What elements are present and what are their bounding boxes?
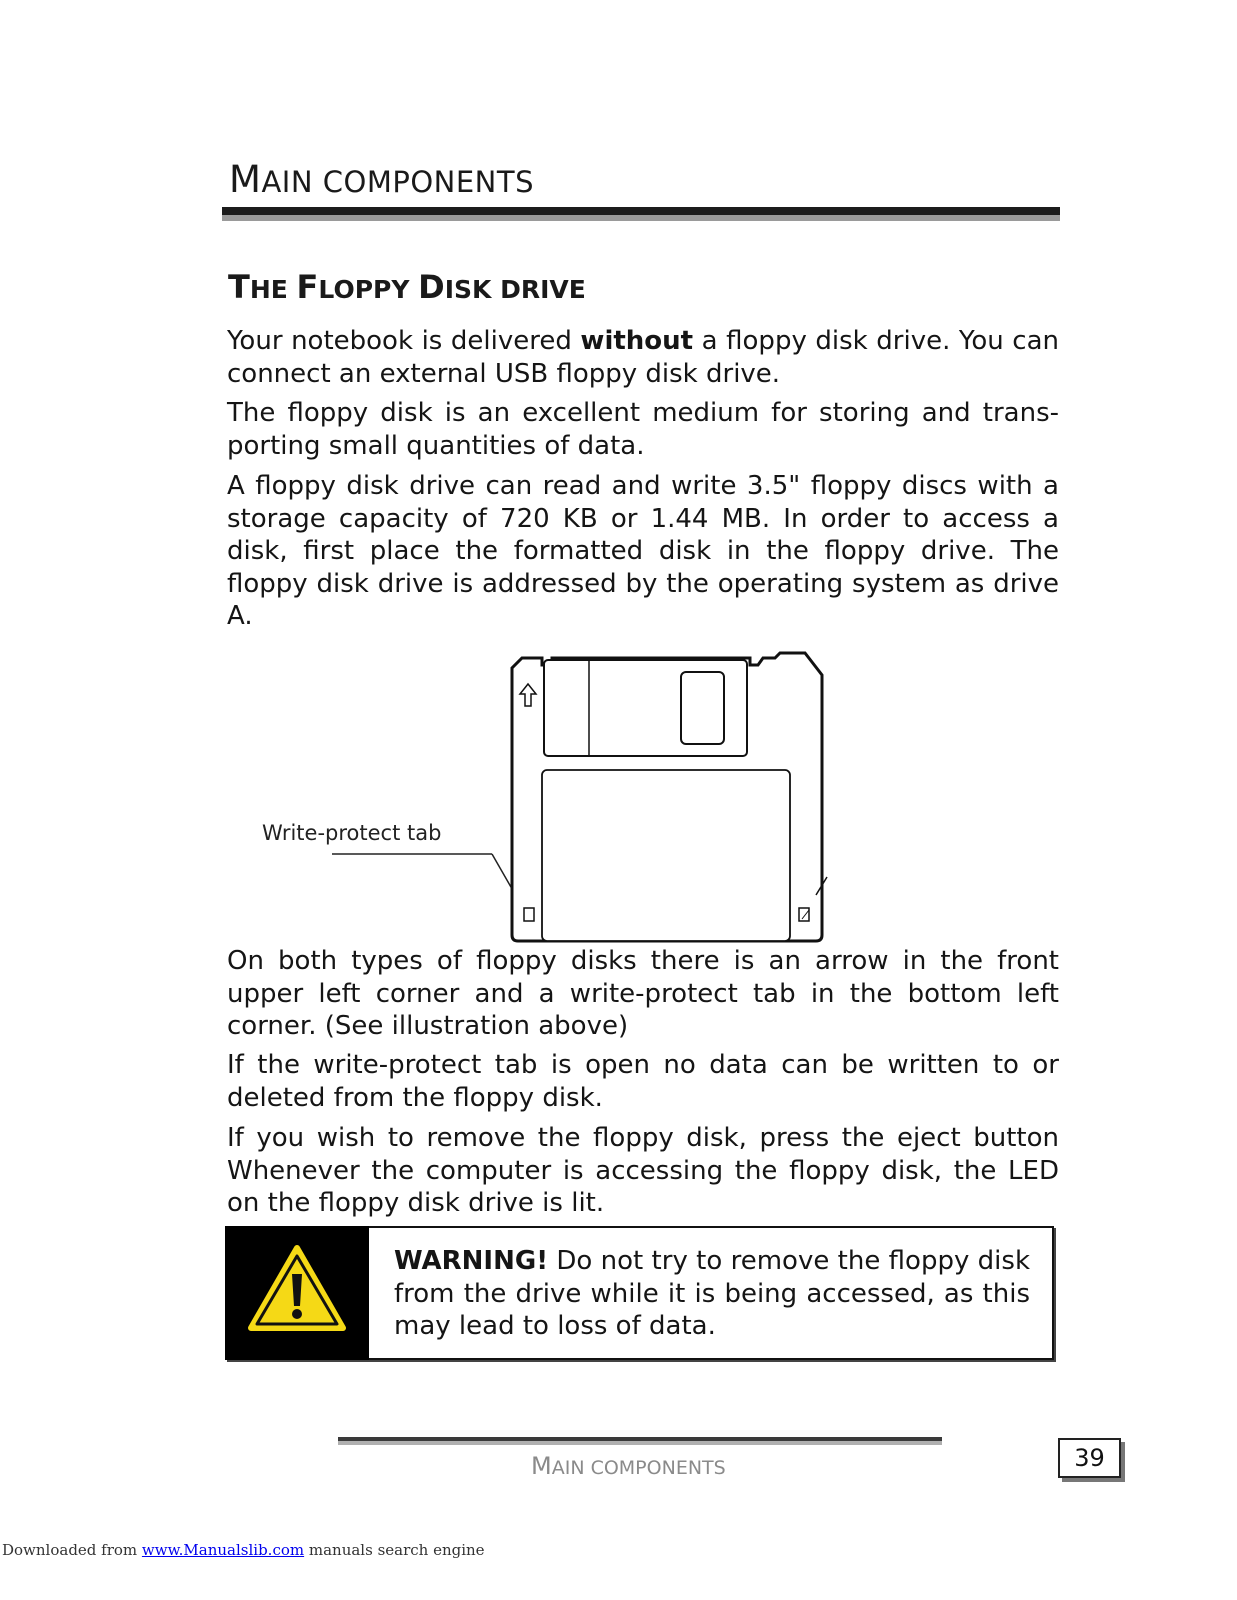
density-hole	[799, 908, 809, 921]
shutter-window	[681, 672, 724, 744]
chapter-title-initial: M	[229, 158, 262, 201]
floppy-disk-illustration	[230, 640, 850, 950]
disk-label-area	[542, 770, 790, 941]
chapter-title	[229, 158, 534, 201]
warning-icon-cell	[225, 1226, 369, 1360]
manualslib-link[interactable]: www.Manualslib.com	[141, 1541, 305, 1559]
paragraph-capacity: A floppy disk drive can read and write 3.5" floppy discs with a storage capacity of 720 KB or 1.44 MB. In order to access a disk, first place the formatted disk in the floppy drive. The floppy disk drive is addressed by the operating system as drive A.	[227, 471, 1059, 631]
page-number: 39	[1058, 1438, 1121, 1478]
warning-triangle-icon	[225, 1226, 369, 1360]
warning-title: WARNING!	[394, 1246, 549, 1276]
paragraph-write-protect: If the write-protect tab is open no data can be written to or deleted from the floppy disk.	[227, 1050, 1059, 1113]
write-protect-label: Write-protect tab	[262, 821, 442, 845]
download-notice: Downloaded from www.Manualslib.com manuals search engine	[2, 1541, 485, 1559]
emphasis-without: without	[580, 326, 694, 356]
footer-title: MAIN COMPONENTS	[531, 1452, 726, 1480]
warning-text: WARNING! Do not try to remove the floppy disk from the drive while it is being accessed, as this may lead to loss of data.	[394, 1246, 1030, 1341]
chapter-title-rest: AIN COMPONENTS	[261, 165, 534, 199]
write-protect-tab	[524, 908, 534, 921]
paragraph-eject: If you wish to remove the floppy disk, press the eject button Whenever the computer is accessing the floppy disk, the LED on the floppy disk drive is lit.	[227, 1123, 1059, 1218]
section-title: THE FLOPPY DISK DRIVE	[228, 268, 586, 306]
footer-rule-shadow	[338, 1441, 942, 1445]
paragraph-medium: The floppy disk is an excellent medium for storing and trans-porting small quantities of data.	[227, 398, 1059, 461]
paragraph-intro: Your notebook is delivered without a floppy disk drive. You can connect an external USB floppy disk drive.	[227, 326, 1059, 389]
header-rule	[222, 207, 1060, 215]
paragraph-arrow-tab: On both types of floppy disks there is an arrow in the front upper left corner and a write-protect tab in the bottom left corner. (See illustration above)	[227, 946, 1059, 1041]
header-rule-shadow	[222, 215, 1060, 221]
